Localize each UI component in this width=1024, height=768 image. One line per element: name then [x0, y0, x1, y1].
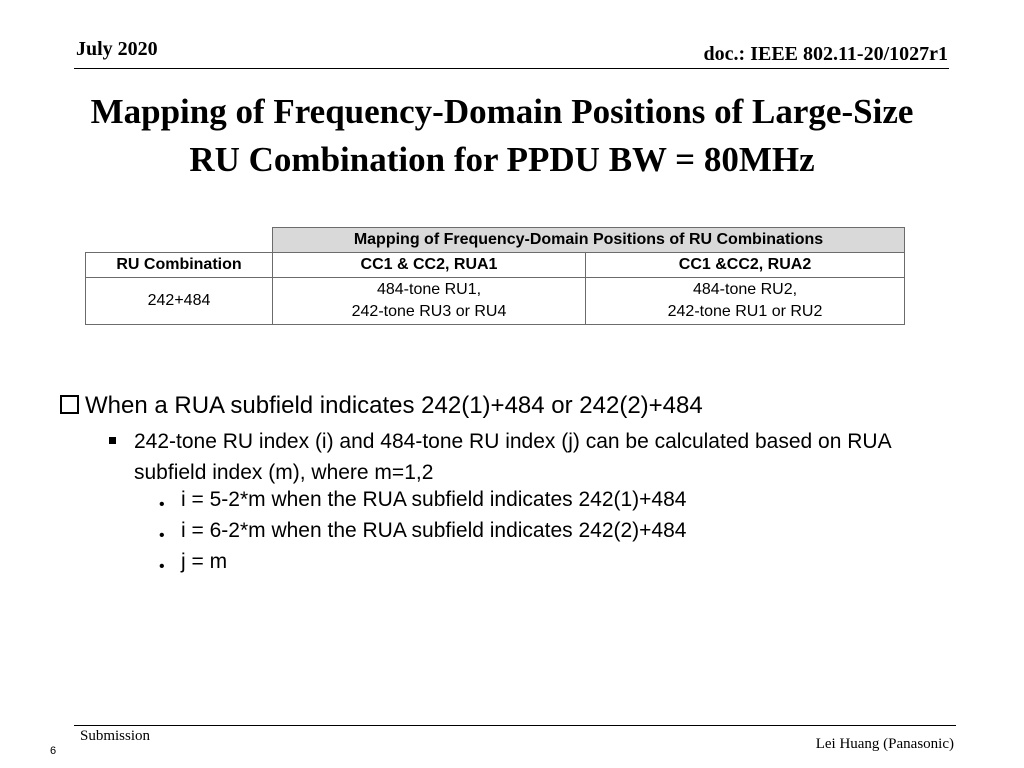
ru-mapping-table: [85, 227, 905, 325]
column-header-rua2: CC1 &CC2, RUA2: [586, 253, 905, 278]
dot-bullet-icon: •: [159, 496, 165, 513]
cell-rua2-line-2: 242-tone RU1 or RU2: [667, 303, 823, 320]
header-date: July 2020: [76, 38, 158, 60]
slide-title: [0, 88, 1004, 184]
footer-divider: [74, 725, 956, 726]
column-header-ru-combination: RU Combination: [86, 253, 273, 278]
header-doc-id: doc.: IEEE 802.11-20/1027r1: [703, 43, 948, 65]
cell-rua1: [273, 278, 586, 325]
title-line-1: Mapping of Frequency-Domain Positions of Large-Size: [90, 92, 914, 131]
bullet-item-text: i = 5-2*m when the RUA subfield indicates 242(1)+484: [181, 488, 687, 511]
page-number: 6: [50, 745, 57, 757]
table-corner-cell: [86, 228, 273, 253]
square-bullet-icon: [109, 437, 116, 444]
bullet-level-3-item: [159, 488, 687, 513]
column-header-rua1: CC1 & CC2, RUA1: [273, 253, 586, 278]
bullet-item-text: i = 6-2*m when the RUA subfield indicates 242(2)+484: [181, 519, 687, 542]
bullet-item-text: j = m: [181, 550, 228, 573]
cell-rua1-line-2: 242-tone RU3 or RU4: [351, 303, 507, 320]
bullet-sub-text: 242-tone RU index (i) and 484-tone RU index (j) can be calculated based on RUA subfield index (m), where m=1,2: [134, 430, 891, 484]
dot-bullet-icon: •: [159, 527, 165, 544]
header-divider: [74, 68, 949, 69]
cell-rua2: [586, 278, 905, 325]
bullet-main-text: When a RUA subfield indicates 242(1)+484 or 242(2)+484: [85, 392, 703, 419]
checkbox-bullet-icon: [60, 395, 79, 414]
cell-rua2-line-1: 484-tone RU2,: [692, 281, 798, 298]
table-group-header: Mapping of Frequency-Domain Positions of RU Combinations: [273, 228, 905, 253]
dot-bullet-icon: •: [159, 558, 165, 575]
cell-rua1-line-1: 484-tone RU1,: [376, 281, 482, 298]
bullet-level-1: [60, 392, 703, 420]
cell-ru-combination: 242+484: [86, 278, 273, 325]
table-row: [86, 278, 905, 325]
bullet-level-3-item: [159, 550, 228, 575]
footer-submission: Submission: [80, 728, 151, 744]
title-line-2: RU Combination for PPDU BW = 80MHz: [189, 140, 815, 179]
bullet-level-3-item: [159, 519, 687, 544]
bullet-level-2: [134, 426, 934, 488]
footer-author: Lei Huang (Panasonic): [815, 736, 954, 752]
